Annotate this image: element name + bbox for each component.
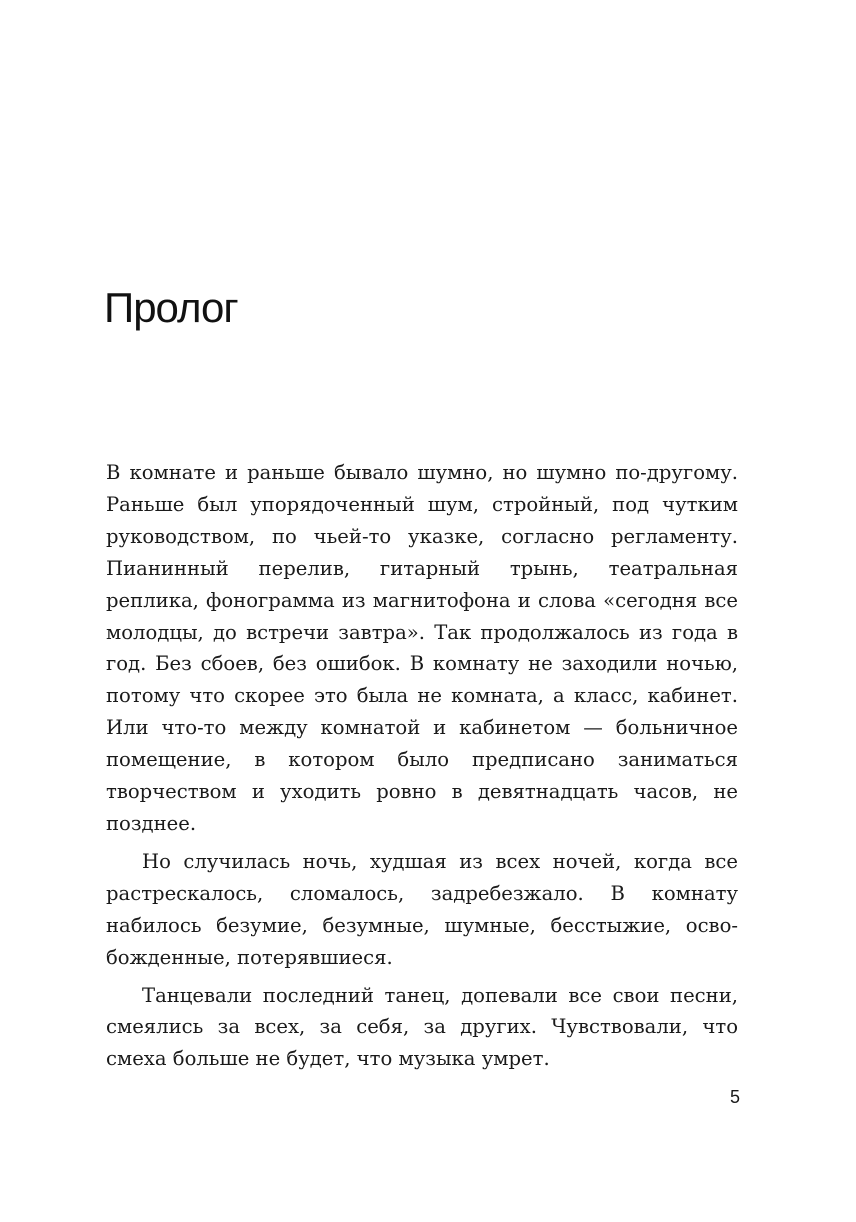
paragraph: Но случилась ночь, худшая из всех ночей, когда все растрескалось, сломалось, задребезжало. В комнату набилось безумие, безумные, шумные, бесстыжие, освобожденные, потерявшиеся.	[106, 849, 738, 969]
chapter-title: Пролог	[104, 284, 238, 331]
paragraph: Танцевали последний танец, допевали все свои песни, смеялись за всех, за себя, за других. Чувствовали, что смеха больше не будет, что музыка умрет.	[106, 983, 738, 1071]
paragraph: В комнате и раньше бывало шумно, но шумно по-другому. Раньше был упорядоченный шум, стройный, под чутким руководством, по чьей-то указке, согласно регламенту. Пианинный перелив, гитарный трынь, театральная реплика, фонограмма из магнитофона и слова «сегодня все молодцы, до встречи завтра». Так продолжалось из года в год. Без сбоев, без ошибок. В комнату не заходили ночью, потому что скорее это была не комната, а класс, кабинет. Или что-то между комнатой и кабинетом — больничное помещение, в котором было предписано заниматься творчеством и уходить ровно в девятнадцать часов, не позднее.	[106, 461, 738, 835]
page-number: 5	[729, 1087, 740, 1107]
chapter-body	[106, 457, 738, 1081]
